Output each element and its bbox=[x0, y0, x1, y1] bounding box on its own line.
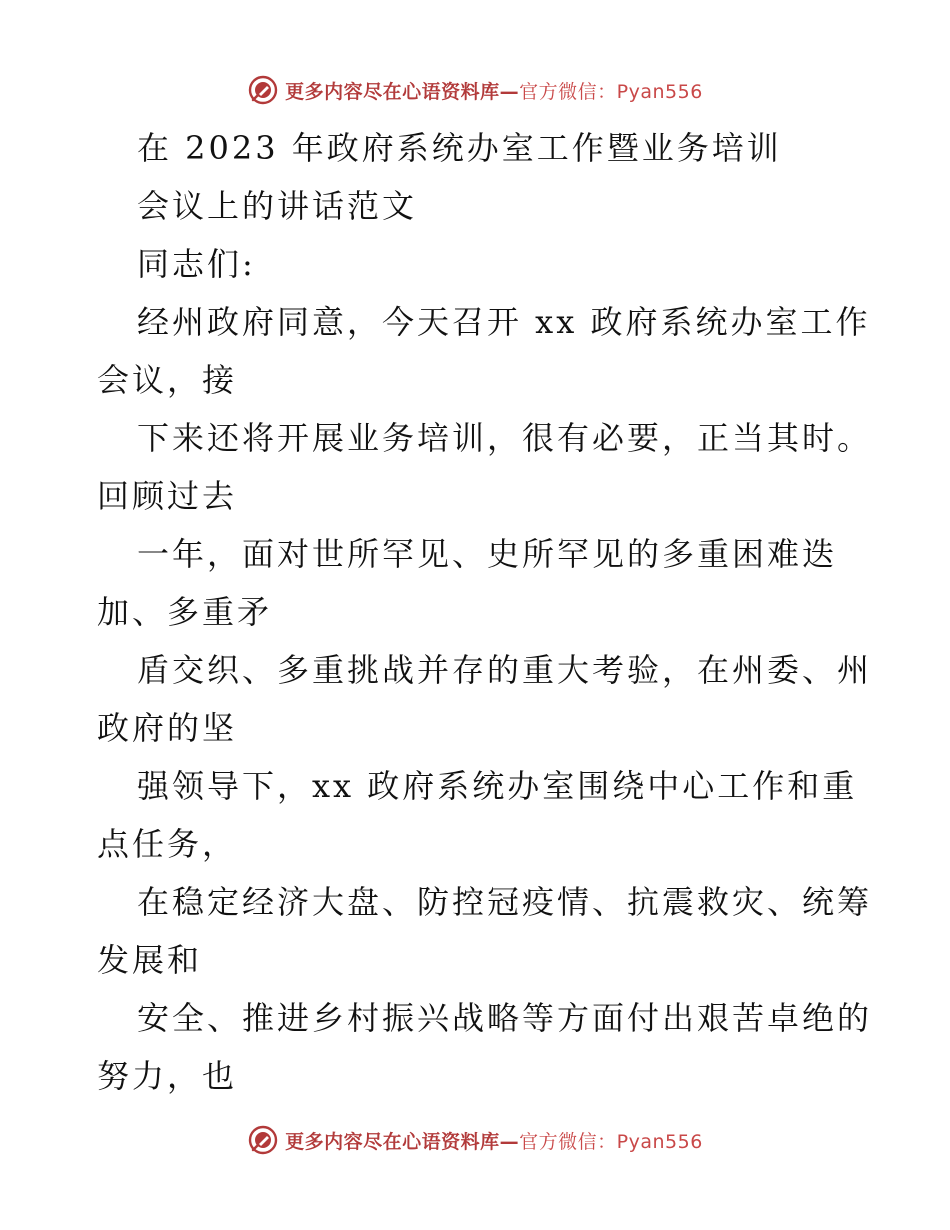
doc-title-line-2: 会议上的讲话范文 bbox=[137, 187, 418, 225]
paragraph-line: 一年，面对世所罕见、史所罕见的多重困难迭 bbox=[137, 535, 838, 573]
paragraph-line: 在稳定经济大盘、防控冠疫情、抗震救灾、统筹 bbox=[137, 883, 873, 921]
paragraph-line: 发展和 bbox=[97, 941, 203, 979]
pen-nib-seal-icon bbox=[247, 1124, 279, 1156]
paragraph-line: 回顾过去 bbox=[97, 477, 238, 515]
header-banner bbox=[0, 70, 950, 110]
paragraph-line: 政府的坚 bbox=[97, 709, 238, 747]
pen-nib-seal-icon bbox=[247, 74, 279, 106]
paragraph-line: 努力，也 bbox=[97, 1057, 238, 1095]
footer-banner-text: 更多内容尽在心语资料库—官方微信：Pyan556 bbox=[285, 1130, 703, 1153]
paragraph-line: 强领导下，xx 政府系统办室围绕中心工作和重 bbox=[137, 767, 858, 805]
footer-banner bbox=[0, 1120, 950, 1160]
paragraph-line: 加、多重矛 bbox=[97, 593, 273, 631]
salutation: 同志们: bbox=[137, 245, 256, 283]
paragraph-line: 盾交织、多重挑战并存的重大考验，在州委、州 bbox=[137, 651, 873, 689]
paragraph-line: 经州政府同意，今天召开 xx 政府系统办室工作 bbox=[137, 303, 871, 341]
header-banner-text: 更多内容尽在心语资料库—官方微信：Pyan556 bbox=[285, 80, 703, 103]
paragraph-line: 下来还将开展业务培训，很有必要，正当其时。 bbox=[137, 419, 873, 457]
paragraph-line: 安全、推进乡村振兴战略等方面付出艰苦卓绝的 bbox=[137, 999, 873, 1037]
paragraph-line: 会议，接 bbox=[97, 361, 238, 399]
paragraph-line: 点任务， bbox=[97, 825, 238, 863]
doc-title-line-1: 在 2023 年政府系统办室工作暨业务培训 bbox=[137, 129, 782, 167]
